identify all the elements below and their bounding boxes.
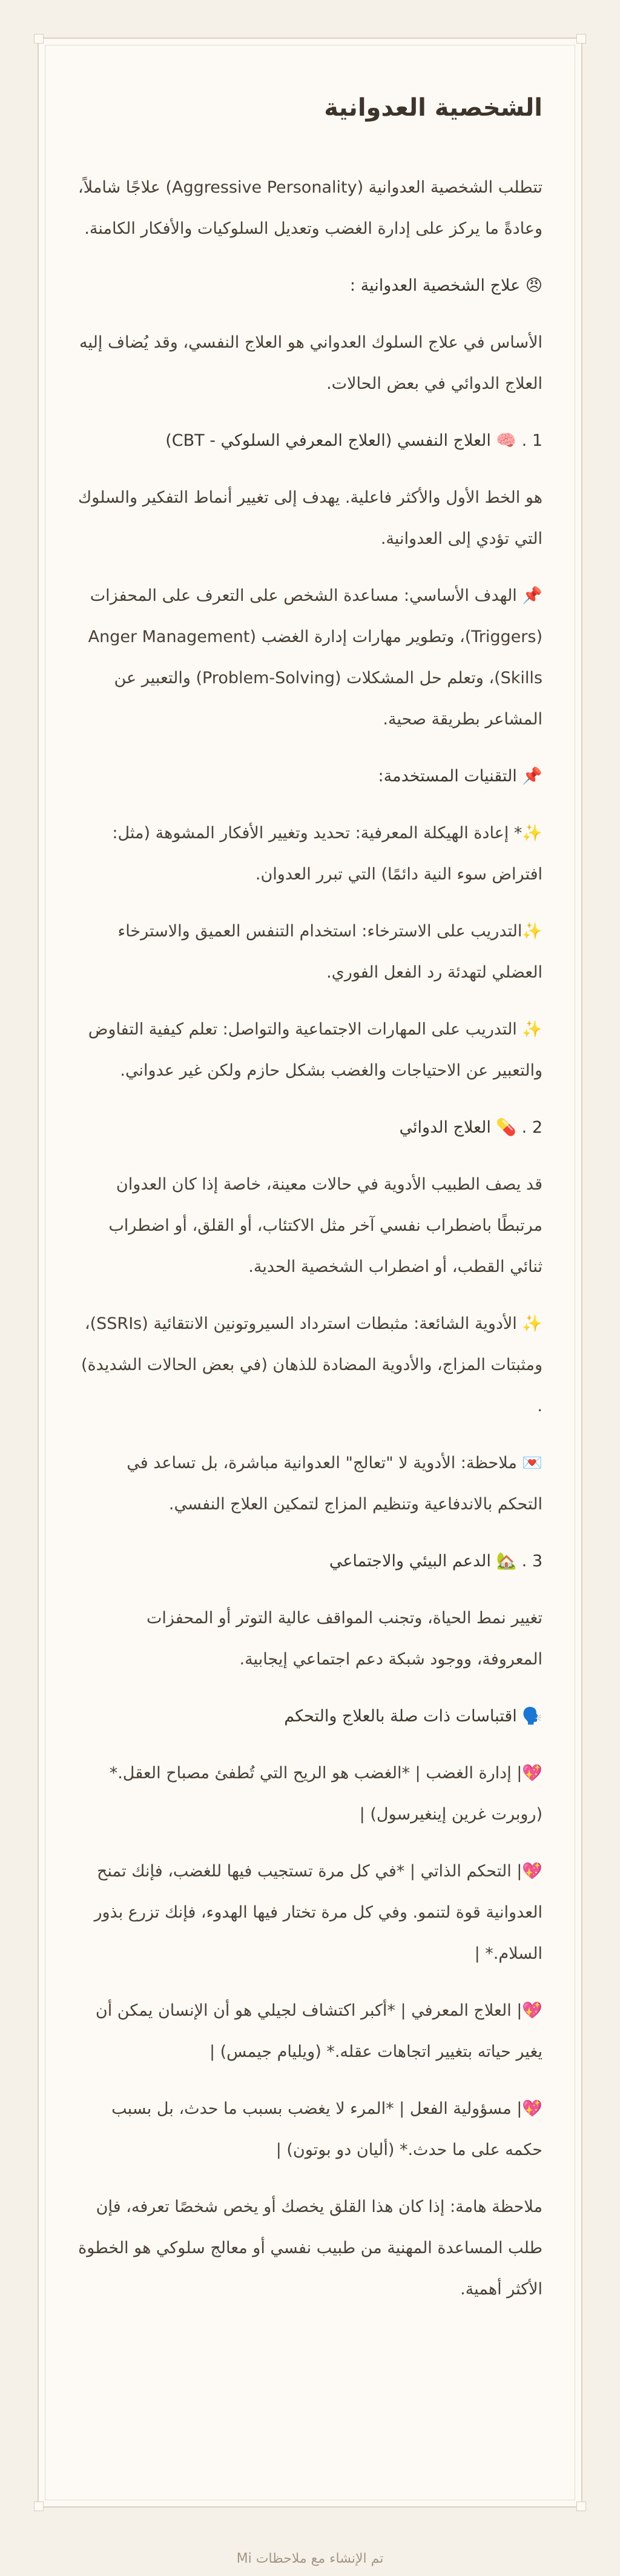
section-heading-support: 3 . 🏡 الدعم البيئي والاجتماعي [329, 1552, 542, 1571]
cbt-paragraph: هو الخط الأول والأكثر فاعلية. يهدف إلى تغيير أنماط التفكير والسلوك التي تؤدي إلى العدوانية. [78, 488, 542, 548]
support-paragraph: تغيير نمط الحياة، وتجنب المواقف عالية التوتر أو المحفزات المعروفة، ووجود شبكة دعم اجتماعي إيجابية. [146, 1609, 542, 1669]
medication-note: 💌 ملاحظة: الأدوية لا "تعالج" العدوانية مباشرة، بل تساعد في التحكم بالاندفاعية وتنظيم المزاج لتمكين العلاج النفسي. [127, 1454, 542, 1514]
section-heading-medication: 2 . 💊 العلاج الدوائي [399, 1118, 542, 1137]
quotes-heading: 🗣️ اقتباسات ذات صلة بالعلاج والتحكم [284, 1707, 542, 1726]
technique-item: ✨ التدريب على المهارات الاجتماعية والتواصل: تعلم كيفية التفاوض والتعبير عن الاحتياجات والغضب بشكل حازم ولكن غير عدواني. [88, 1020, 542, 1080]
corner-ornament [576, 34, 586, 44]
note-title: الشخصية العدوانية [324, 94, 542, 122]
note-card [38, 38, 582, 2508]
quote-item: 💖| مسؤولية الفعل | *المرء لا يغضب بسبب ما حدث، بل بسبب حكمه على ما حدث.* (أليان دو بوتون) | [111, 2099, 542, 2159]
important-note: ملاحظة هامة: إذا كان هذا القلق يخصك أو يخص شخصًا تعرفه، فإن طلب المساعدة المهنية من طبيب نفسي أو معالج سلوكي هو الخطوة الأكثر أهمية. [78, 2197, 542, 2299]
quote-item: 💖| العلاج المعرفي | *أكبر اكتشاف لجيلي هو أن الإنسان يمكن أن يغير حياته بتغيير اتجاهات عقله.* (ويليام جيمس) | [95, 2001, 542, 2061]
medication-paragraph: قد يصف الطبيب الأدوية في حالات معينة، خاصة إذا كان العدوان مرتبطًا باضطراب نفسي آخر مثل الاكتئاب، أو القلق، أو اضطراب ثنائي القطب، أو اضطراب الشخصية الحدية. [108, 1175, 542, 1276]
basis-paragraph: الأساس في علاج السلوك العدواني هو العلاج النفسي، وقد يُضاف إليه العلاج الدوائي في بعض الحالات. [79, 333, 542, 393]
note-content [78, 92, 542, 2326]
section-heading-treatment: 😠 علاج الشخصية العدوانية : [349, 276, 542, 295]
main-goal-paragraph: 📌 الهدف الأساسي: مساعدة الشخص على التعرف على المحفزات (Triggers)، وتطوير مهارات إدارة الغضب (Anger Management Skills)، وتعلم حل المشكلات (Problem-Solving) والتعبير عن المشاعر بطريقة صحية. [88, 586, 542, 729]
corner-ornament [34, 34, 44, 44]
corner-ornament [34, 2502, 44, 2511]
techniques-heading: 📌 التقنيات المستخدمة: [378, 767, 542, 786]
technique-item: ✨* إعادة الهيكلة المعرفية: تحديد وتغيير الأفكار المشوهة (مثل: افتراض سوء النية دائمًا) التي تبرر العدوان. [112, 824, 542, 884]
corner-ornament [576, 2502, 586, 2511]
section-heading-psychotherapy: 1 . 🧠 العلاج النفسي (العلاج المعرفي السلوكي - CBT) [165, 431, 542, 450]
quote-item: 💖| التحكم الذاتي | *في كل مرة تستجيب فيها للغضب، فإنك تمنح العدوانية قوة لتنمو. وفي كل مرة تختار فيها الهدوء، فإنك تزرع بذور السلام.* | [94, 1862, 542, 1963]
common-drugs-paragraph: ✨ الأدوية الشائعة: مثبطات استرداد السيروتونين الانتقائية (SSRIs)، ومثبتات المزاج، والأدوية المضادة للذهان (في بعض الحالات الشديدة) . [81, 1314, 542, 1415]
technique-item: ✨التدريب على الاسترخاء: استخدام التنفس العميق والاسترخاء العضلي لتهدئة رد الفعل الفوري. [117, 922, 542, 982]
footer-credit: تم الإنشاء مع ملاحظات Mi [236, 2551, 384, 2566]
quote-item: 💖| إدارة الغضب | *الغضب هو الريح التي تُطفئ مصباح العقل.* (روبرت غرين إينغيرسول) | [109, 1764, 542, 1824]
intro-paragraph: تتطلب الشخصية العدوانية (Aggressive Personality) علاجًا شاملاً، وعادةً ما يركز على إدارة الغضب وتعديل السلوكيات والأفكار الكامنة. [78, 178, 542, 238]
